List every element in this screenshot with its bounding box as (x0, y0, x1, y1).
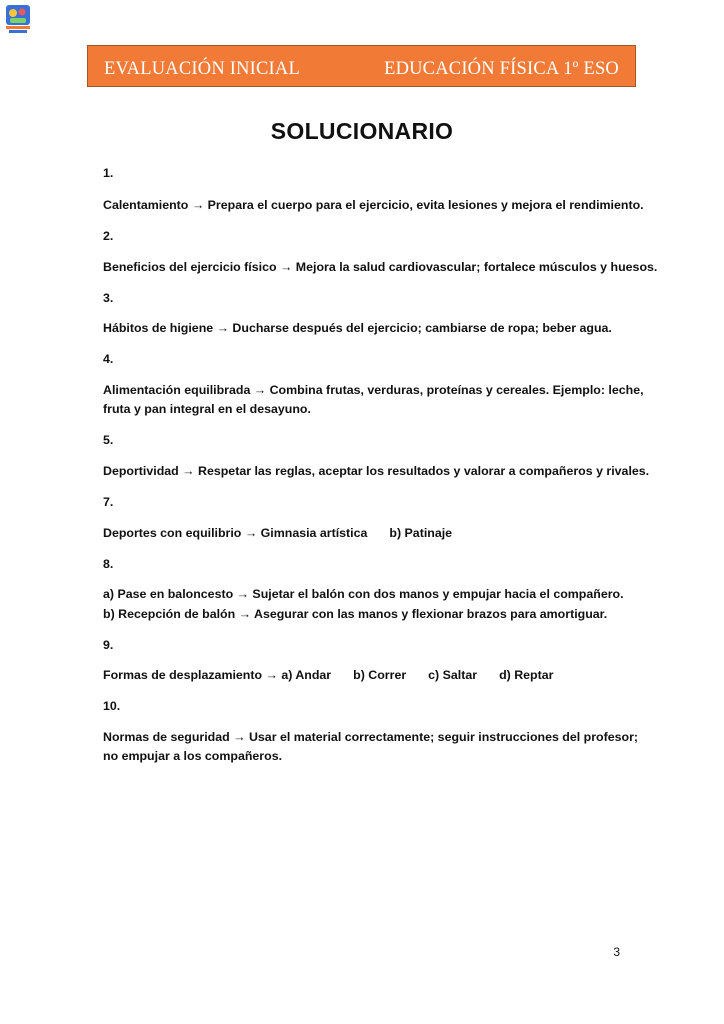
item-number: 2. (103, 229, 114, 243)
page-number: 3 (613, 945, 620, 959)
answer-line: fruta y pan integral en el desayuno. (103, 402, 311, 416)
item-number: 7. (103, 495, 114, 509)
answer-line: Deportividad → Respetar las reglas, aceptar los resultados y valorar a compañeros y rivales. (103, 464, 650, 478)
answer-part: Formas de desplazamiento → a) Andar (103, 668, 332, 682)
answer-line (103, 668, 553, 682)
item-number: 3. (103, 291, 114, 305)
answer-line: b) Recepción de balón → Asegurar con las manos y flexionar brazos para amortiguar. (103, 607, 608, 621)
answer-line: a) Pase en baloncesto → Sujetar el balón con dos manos y empujar hacia el compañero. (103, 587, 624, 601)
item-number: 1. (103, 166, 114, 180)
header-band (87, 45, 636, 87)
answer-part: b) Patinaje (389, 526, 453, 540)
item-number: 10. (103, 699, 121, 713)
page-title: SOLUCIONARIO (270, 118, 454, 144)
answer-line (103, 526, 452, 540)
item-number: 5. (103, 433, 114, 447)
item-number: 8. (103, 557, 114, 571)
school-logo (5, 4, 31, 34)
answer-line: Alimentación equilibrada → Combina frutas, verduras, proteínas y cereales. Ejemplo: leche, (103, 383, 644, 397)
answer-part: c) Saltar (428, 668, 478, 682)
answer-part: Deportes con equilibrio → Gimnasia artística (103, 526, 368, 540)
answer-line: Hábitos de higiene → Ducharse después del ejercicio; cambiarse de ropa; beber agua. (103, 321, 612, 335)
item-number: 4. (103, 352, 114, 366)
answer-line: no empujar a los compañeros. (103, 749, 283, 763)
answer-part: b) Correr (353, 668, 407, 682)
header-right-title: EDUCACIÓN FÍSICA 1º ESO (384, 59, 619, 79)
answer-part: d) Reptar (499, 668, 554, 682)
answer-line: Beneficios del ejercicio físico → Mejora la salud cardiovascular; fortalece músculos y huesos. (103, 260, 658, 274)
answer-line: Calentamiento → Prepara el cuerpo para el ejercicio, evita lesiones y mejora el rendimiento. (103, 198, 644, 212)
header-left-title: EVALUACIÓN INICIAL (104, 59, 300, 79)
item-number: 9. (103, 638, 114, 652)
answer-line: Normas de seguridad → Usar el material correctamente; seguir instrucciones del profesor; (103, 730, 639, 744)
